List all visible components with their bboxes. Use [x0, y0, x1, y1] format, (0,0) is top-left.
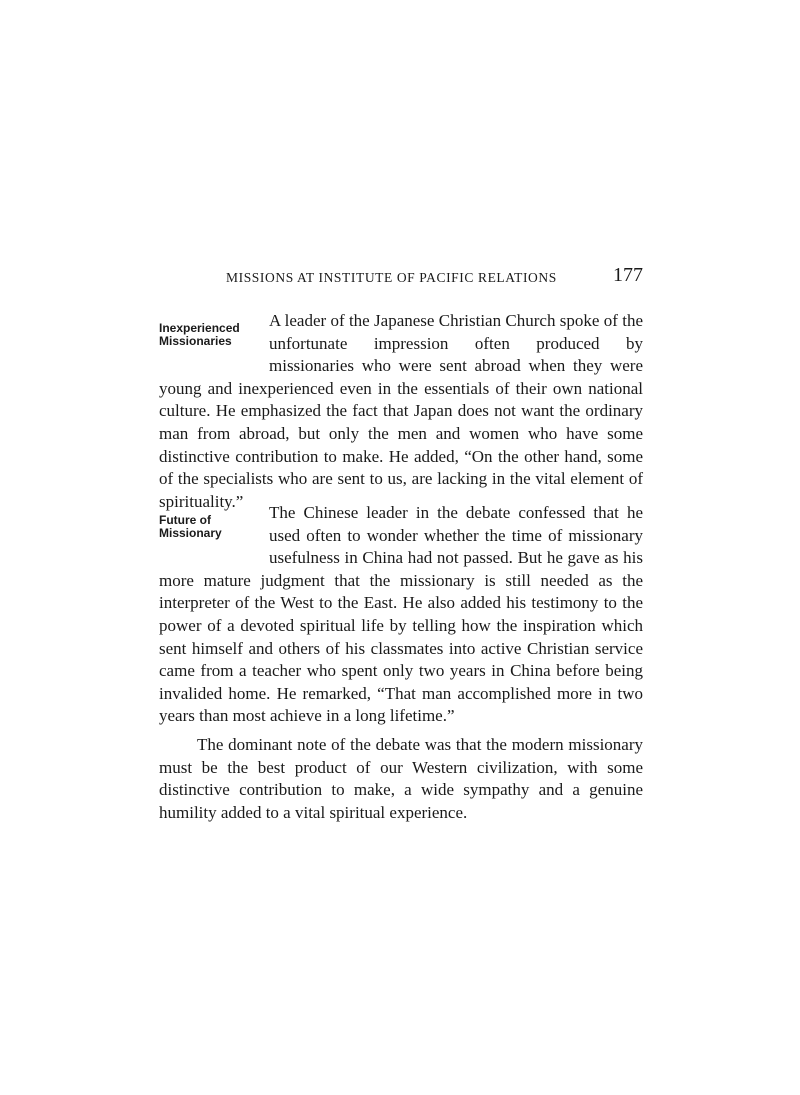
running-title: MISSIONS AT INSTITUTE OF PACIFIC RELATIONS [226, 270, 557, 285]
page-number: 177 [613, 264, 643, 286]
paragraph-1: A leader of the Japanese Christian Church spoke of the unfortunate impression often produced by missionaries who were sent abroad when they were young and inexperienced even in the essentials of their own national culture. He emphasized the fact that Japan does not want the ordinary man from abroad, but only the men and women who have some distinctive contribution to make. He added, “On the other hand, some of the specialists who are sent to us, are lacking in the vital element of spirituality.” [159, 311, 643, 511]
running-head [160, 264, 643, 290]
paragraph-2: The Chinese leader in the debate confessed that he used often to wonder whether the time of missionary usefulness in China had not passed. But he gave as his more mature judgment that the missionary is still needed as the interpreter of the West to the East. He also added his testimony to the power of a devoted spiritual life by telling how the inspiration which sent himself and others of his classmates into active Christian service came from a teacher who spent only two years in China before being invalided home. He remarked, “That man accomplished more in two years than most achieve in a long lifetime.” [159, 503, 643, 726]
paragraph-1-block [159, 310, 643, 513]
side-head-line: Future of [159, 513, 211, 527]
side-head-line: Inexperienced [159, 321, 240, 335]
paragraph-2-block [159, 502, 643, 728]
side-head-line: Missionary [159, 526, 222, 540]
side-head-line: Missionaries [159, 334, 232, 348]
paragraph-3: The dominant note of the debate was that the modern missionary must be the best product of our Western civilization, with some distinctive contribution to make, a wide sympathy and a genuine humility added to a vital spiritual experience. [159, 735, 643, 822]
paragraph-3-block [159, 734, 643, 824]
